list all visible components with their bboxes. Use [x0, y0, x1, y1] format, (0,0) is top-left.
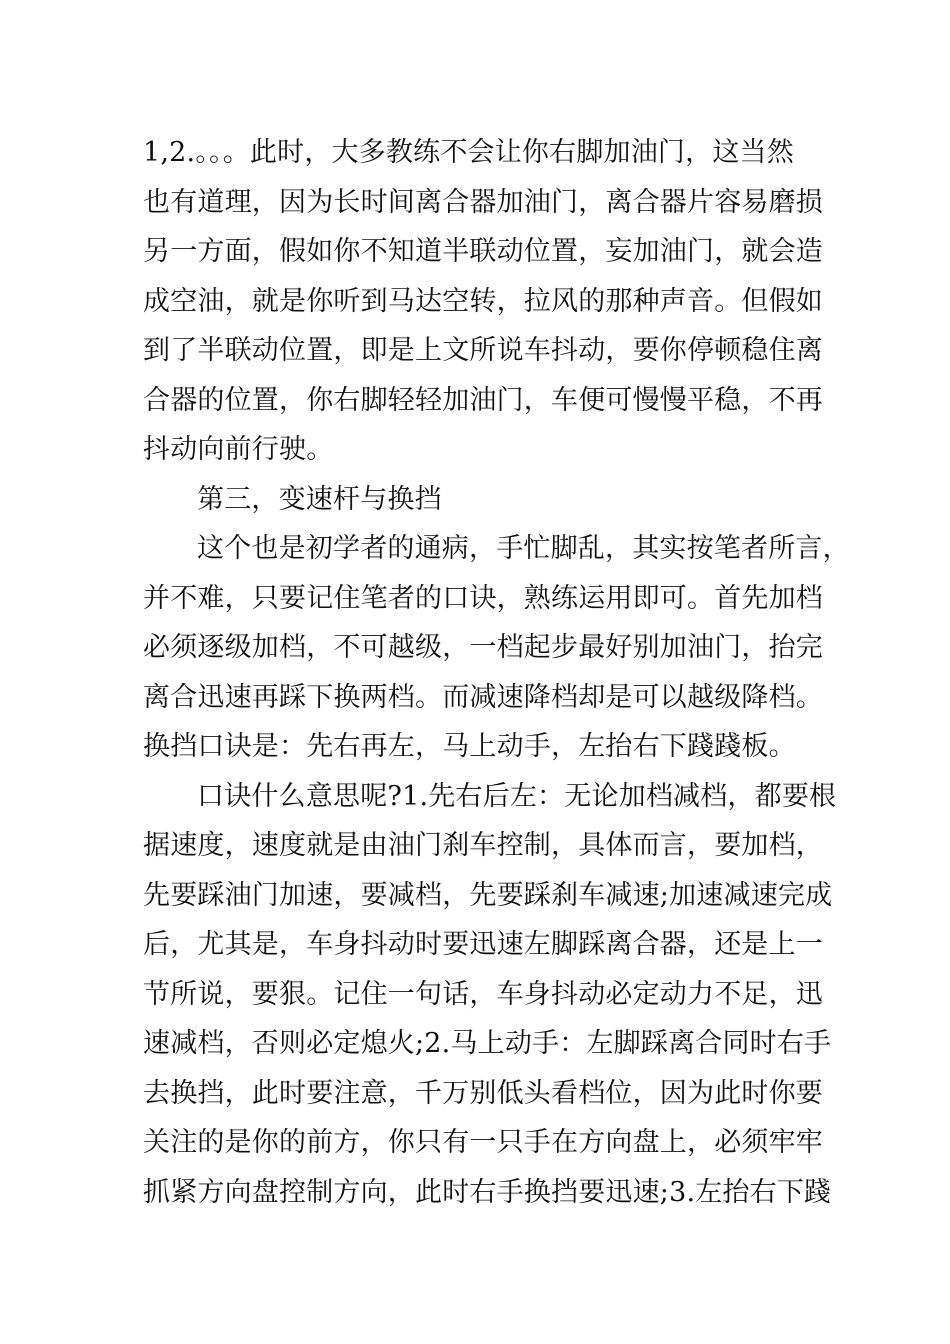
text-line: 抓紧方向盘控制方向，此时右手换挡要迅速;3.左抬右下踐: [143, 1176, 832, 1208]
section-heading: 第三，变速杆与换挡: [197, 483, 442, 515]
text-line: 换挡口诀是：先右再左，马上动手，左抬右下踐踐板。: [143, 731, 796, 762]
text-line: 必须逐级加档，不可越级，一档起步最好别加油门，抬完: [143, 632, 823, 663]
text-line: 速减档，否则必定熄火;2.马上动手：左脚踩离合同时右手: [143, 1028, 832, 1059]
text-line: 另一方面，假如你不知道半联动位置，妄加油门，就会造: [143, 236, 823, 267]
text-line: 节所说，要狠。记住一句话，车身抖动必定动力不足，迅: [143, 978, 823, 1010]
text-line: 关注的是你的前方，你只有一只手在方向盘上，必须牢牢: [143, 1127, 823, 1158]
body-text: [143, 128, 850, 1217]
text-line: 到了半联动位置，即是上文所说车抖动，要你停顿稳住离: [143, 335, 823, 366]
text-line: 抖动向前行驶。: [143, 434, 334, 465]
text-line: 口诀什么意思呢?1.先右后左：无论加档减档，都要根: [197, 780, 837, 812]
text-line: 去换挡，此时要注意，千万别低头看档位，因为此时你要: [143, 1077, 823, 1109]
text-line: 成空油，就是你听到马达空转，拉风的那种声音。但假如: [143, 285, 823, 317]
text-line: 并不难，只要记住笔者的口诀，熟练运用即可。首先加档: [143, 582, 823, 614]
text-line: 这个也是初学者的通病，手忙脚乱，其实按笔者所言，: [197, 533, 850, 564]
text-line: 也有道理，因为长时间离合器加油门，离合器片容易磨损: [143, 186, 823, 218]
text-line: 合器的位置，你右脚轻轻加油门，车便可慢慢平稳，不再: [143, 384, 823, 416]
text-line: 离合迅速再踩下换两档。而减速降档却是可以越级降档。: [143, 681, 823, 713]
text-line: 先要踩油门加速，要减档，先要踩刹车减速;加速减速完成: [143, 879, 833, 911]
text-line: 据速度，速度就是由油门刹车控制，具体而言，要加档，: [143, 830, 823, 861]
text-line: 后，尤其是，车身抖动时要迅速左脚踩离合器，还是上一: [143, 929, 823, 960]
text-line: 1,2.。。。此时，大多教练不会让你右脚加油门，这当然: [143, 137, 794, 168]
